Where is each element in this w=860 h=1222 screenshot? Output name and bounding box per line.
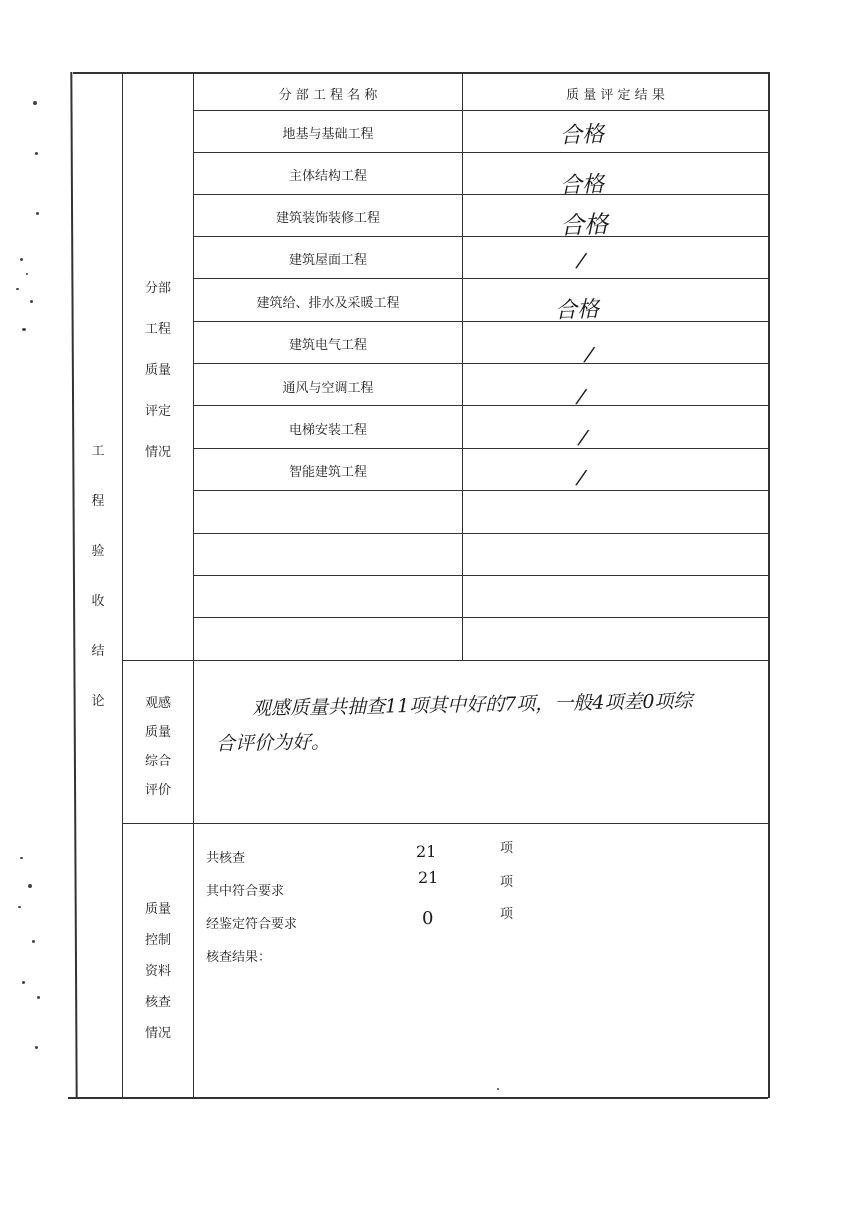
guangan-label-line: 评价 [144, 783, 171, 798]
verified-value: 0 [422, 908, 434, 929]
comply-label: 其中符合要求 [206, 884, 285, 899]
comply-value: 21 [418, 868, 439, 887]
section-title-char: 验 [91, 544, 105, 559]
fenbu-label-line: 工程 [144, 322, 171, 337]
guangan-label-line: 观感 [144, 696, 171, 711]
section-separator [122, 660, 768, 661]
ziliao-label-line: 质量 [144, 902, 171, 917]
row-name: 建筑装饰装修工程 [275, 211, 380, 226]
scan-speck [28, 884, 32, 888]
scan-speck [16, 288, 19, 290]
scan-speck [32, 940, 35, 943]
scan-speck [22, 981, 25, 984]
scan-speck [20, 258, 23, 261]
section-title-vertical [80, 440, 116, 709]
fenbu-label-line: 质量 [144, 363, 171, 378]
table-center-divider [462, 72, 463, 660]
header-project-name: 分 部 工 程 名 称 [278, 88, 378, 103]
row-name: 地基与基础工程 [282, 127, 374, 142]
check-result-label: 核查结果： [206, 950, 272, 965]
row-line [193, 575, 768, 576]
frame-top-border [73, 72, 770, 74]
row-result: / [578, 424, 589, 450]
row-result: 合格 [559, 210, 609, 240]
verified-unit: 项 [500, 907, 514, 922]
ziliao-label-line: 控制 [144, 933, 171, 948]
row-line [193, 617, 768, 618]
scan-speck [37, 996, 40, 999]
scan-speck [497, 1088, 499, 1090]
row-result: / [576, 464, 587, 490]
row-line [193, 236, 768, 237]
section-separator [122, 823, 768, 824]
row-name: 建筑屋面工程 [288, 253, 367, 268]
ziliao-label-line: 情况 [144, 1026, 171, 1041]
total-checked-value: 21 [416, 842, 437, 861]
guangan-label-line: 综合 [144, 754, 171, 769]
ziliao-label [126, 898, 190, 1041]
guangan-label [126, 692, 190, 798]
scan-speck [35, 1046, 38, 1049]
row-result: 合格 [559, 172, 605, 199]
row-name: 建筑给、排水及采暖工程 [256, 296, 400, 311]
scan-speck [18, 906, 21, 908]
row-name: 智能建筑工程 [288, 465, 367, 480]
column-divider-1 [122, 72, 123, 1098]
fenbu-label-line: 分部 [144, 281, 171, 296]
scan-speck [26, 273, 28, 275]
scan-speck [22, 328, 26, 331]
comply-unit: 项 [500, 875, 514, 890]
row-result: / [584, 341, 595, 367]
row-name: 电梯安装工程 [288, 423, 367, 438]
header-quality-result: 质 量 评 定 结 果 [566, 88, 665, 103]
section-title-char: 收 [91, 594, 105, 609]
scan-speck [20, 857, 23, 859]
row-line [193, 490, 768, 491]
row-line [193, 363, 768, 364]
row-result: 合格 [559, 122, 605, 149]
guangan-label-line: 质量 [144, 725, 171, 740]
guangan-text-line1: 观感质量共抽查11项其中好的7项，一般4项差0项综 [251, 690, 693, 720]
row-line [193, 448, 768, 449]
fenbu-label-line: 情况 [144, 445, 171, 460]
row-name: 通风与空调工程 [282, 381, 374, 396]
section-title-char: 论 [91, 694, 105, 709]
row-name: 主体结构工程 [288, 169, 367, 184]
frame-left-border [70, 72, 77, 1098]
row-name: 建筑电气工程 [288, 338, 367, 353]
row-result: / [576, 247, 587, 273]
guangan-text-line2: 合评价为好。 [215, 731, 331, 755]
section-title-char: 工 [91, 444, 105, 459]
frame-right-border [768, 72, 770, 1098]
row-result: 合格 [554, 297, 600, 324]
row-line [193, 321, 768, 322]
total-checked-unit: 项 [500, 841, 514, 856]
ziliao-label-line: 资料 [144, 964, 171, 979]
fenbu-label [126, 277, 190, 460]
section-title-char: 程 [91, 494, 105, 509]
row-line [193, 405, 768, 406]
fenbu-label-line: 评定 [144, 404, 171, 419]
row-line [193, 533, 768, 534]
frame-bottom-border [68, 1097, 768, 1099]
row-line [193, 278, 768, 279]
scan-speck [36, 212, 39, 215]
scan-speck [30, 300, 33, 303]
total-checked-label: 共核查 [206, 851, 246, 866]
row-line [193, 194, 768, 195]
scan-speck [35, 152, 38, 155]
row-line [193, 110, 768, 111]
verified-label: 经鉴定符合要求 [206, 917, 298, 932]
section-title-char: 结 [91, 644, 105, 659]
row-line [193, 152, 768, 153]
scan-speck [33, 101, 37, 105]
ziliao-label-line: 核查 [144, 995, 171, 1010]
row-result: / [576, 383, 587, 409]
